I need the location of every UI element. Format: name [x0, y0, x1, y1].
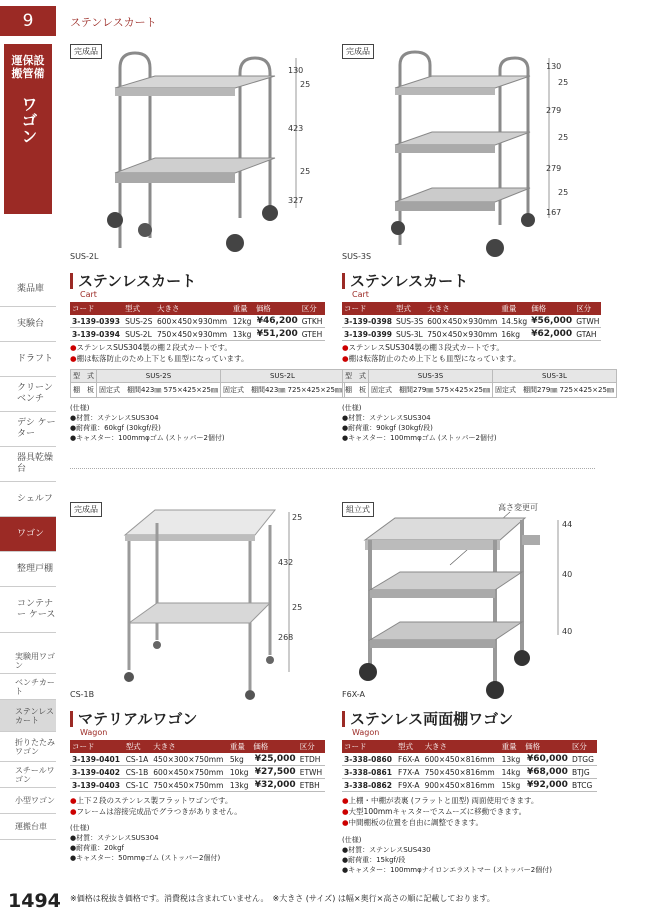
product-title: ステンレスカート: [342, 273, 468, 289]
tab-wagon[interactable]: ワゴン: [0, 517, 56, 552]
subtab-stainless-cart[interactable]: ステンレス カート: [0, 700, 56, 732]
sub-tabs: [0, 648, 56, 840]
chapter-category: 運保設 搬管備: [11, 54, 45, 80]
table-row: 3-139-0402 CS-1B 600×450×750mm 10kg ¥27,500 ETWH: [70, 766, 325, 779]
subtab-steel-wagon[interactable]: スチールワゴン: [0, 762, 56, 788]
completed-badge: 完成品: [70, 44, 102, 59]
dim-label: 268: [278, 633, 294, 642]
tab-clean-bench[interactable]: クリーン ベンチ: [0, 377, 56, 412]
price-table: コード 型式 大きさ 重量 価格 区分 3-139-0398 SUS-3S 600×450×930mm 14.5kg ¥56,000 GTWH 3-139-0399 SUS-3L 750×450×930mm 16kg ¥62,000 GTAH: [344, 304, 600, 339]
product-notes: ●上棚・中棚が表裏 (フラットと皿型) 両面使用できます。 ●大型100mmキャスターでスムーズに移動できます。 ●中間棚板の位置を自由に調整できます。: [342, 796, 539, 827]
cart2-photo: [95, 48, 285, 258]
tab-draft[interactable]: ドラフト: [0, 342, 56, 377]
chapter-sidebar: [0, 0, 61, 919]
product-notes: ●ステンレスSUS304製の棚３段式カートです。 ●棚は転落防止のため上下とも皿型になっています。: [342, 343, 521, 363]
model-label: CS-1B: [70, 690, 95, 699]
dim-line: [283, 512, 299, 672]
model-label: SUS-3S: [342, 252, 372, 261]
subtab-small-wagon[interactable]: 小型ワゴン: [0, 788, 56, 814]
material-wagon-photo: [115, 505, 280, 700]
tab-reagent-storage[interactable]: 薬品庫: [0, 272, 56, 307]
table-row: 3-139-0394 SUS-2L 750×450×930mm 13kg ¥51,200 GTEH: [70, 328, 325, 341]
dim-label: 25: [292, 603, 303, 612]
dim-label: 40: [562, 570, 573, 579]
tab-lab-bench[interactable]: 実験台: [0, 307, 56, 342]
dim-label: 25: [558, 188, 569, 197]
model-label: F6X-A: [342, 690, 365, 699]
tab-container[interactable]: コンテナー ケース: [0, 587, 56, 633]
header-title: ステンレスカート: [70, 16, 157, 29]
product-notes: ●ステンレスSUS304製の棚２段式カートです。 ●棚は転落防止のため上下とも皿型になっています。: [70, 343, 249, 363]
product-title: マテリアルワゴン: [70, 711, 197, 727]
spec-list: (仕様) ●材質：ステンレスSUS304 ●耐荷重：20kgf ●キャスター：50mmφゴム (ストッパー2個付): [70, 824, 221, 862]
product-subtitle: Wagon: [352, 728, 380, 737]
category-tabs: [0, 272, 56, 633]
tab-desiccator[interactable]: デシ ケーター: [0, 412, 56, 447]
spec-table: 型 式 SUS-3S SUS-3L 棚 板 固定式 棚間279㎜ 575×425×25㎜ 固定式 棚間279㎜ 725×425×25㎜: [342, 369, 617, 398]
dim-label: 130: [288, 66, 304, 75]
dim-label: 25: [292, 513, 303, 522]
dim-label: 432: [278, 558, 294, 567]
dim-label: 423: [288, 124, 304, 133]
product-subtitle: Wagon: [80, 728, 108, 737]
tab-cabinet[interactable]: 整理戸棚: [0, 552, 56, 587]
table-row: 3-139-0399 SUS-3L 750×450×930mm 16kg ¥62,000 GTAH: [342, 328, 601, 341]
dim-label: 327: [288, 196, 304, 205]
chapter-section: ワゴン: [19, 96, 38, 144]
dim-line: [543, 58, 562, 218]
price-table: コード 型式 大きさ 重量 価格 区分 3-139-0401 CS-1A 450×300×750mm 5kg ¥25,000 ETDH 3-139-0402 CS-1B 600×450×750mm 10kg ¥27,500 ETWH 3-139-0403 CS-1C 750×450×750mm 13kg ¥32,000 ETBH: [70, 740, 325, 792]
spec-table: 型 式 SUS-2S SUS-2L 棚 板 固定式 棚間423㎜ 575×425×25㎜ 固定式 棚間423㎜ 725×425×25㎜: [70, 369, 345, 398]
footnote: ※価格は税抜き価格です。消費税は含まれていません。 ※大きさ (サイズ) は幅×奥行×高さの順に記載しております。: [70, 894, 495, 903]
chapter-box: [4, 44, 52, 214]
table-row: 3-338-0861 F7X-A 750×450×816mm 14kg ¥68,000 BTJG: [342, 766, 597, 779]
dim-label: 25: [558, 133, 569, 142]
dim-label: 25: [300, 80, 311, 89]
product-subtitle: Cart: [352, 290, 369, 299]
table-row: 3-338-0862 F9X-A 900×450×816mm 15kg ¥92,000 BTCG: [342, 779, 597, 792]
subtab-transport-cart[interactable]: 運搬台車: [0, 814, 56, 840]
dim-label: 167: [546, 208, 562, 217]
table-row: 3-139-0401 CS-1A 450×300×750mm 5kg ¥25,000 ETDH: [70, 753, 325, 766]
product-title: ステンレスカート: [70, 273, 196, 289]
dim-label: 44: [562, 520, 573, 529]
dim-label: 40: [562, 627, 573, 636]
spec-list: (仕様) ●材質：ステンレスSUS430 ●耐荷重：15kgf/段 ●キャスター：100mmφナイロンエラストマー (ストッパー2個付): [342, 836, 552, 874]
page-number: 1494: [8, 890, 61, 912]
model-label: SUS-2L: [70, 252, 99, 261]
table-row: 3-139-0403 CS-1C 750×450×750mm 13kg ¥32,000 ETBH: [70, 779, 325, 792]
table-row: 3-338-0860 F6X-A 600×450×816mm 13kg ¥60,000 DTGG: [342, 753, 597, 766]
dim-label: 279: [546, 106, 562, 115]
subtab-lab-wagon[interactable]: 実験用ワゴン: [0, 648, 56, 674]
price-table: コード 型式 大きさ 重量 価格 区分 3-139-0393 SUS-2S 600×450×930mm 12kg ¥46,200 GTKH 3-139-0394 SUS-2L 750×450×930mm 13kg ¥51,200 GTEH: [70, 302, 325, 341]
double-wagon-photo: [350, 510, 545, 700]
spec-list: (仕様) ●材質：ステンレスSUS304 ●耐荷重：60kgf (30kgf/段) ●キャスター：100mmφゴム (ストッパー2個付): [70, 404, 225, 442]
product-title: ステンレス両面棚ワゴン: [342, 711, 513, 727]
price-table: コード 型式 大きさ 重量 価格 区分 3-338-0860 F6X-A 600×450×816mm 13kg ¥60,000 DTGG 3-338-0861 F7X-A 750×450×816mm 14kg ¥68,000 BTJG 3-338-0862 F9X-A 900×450×816mm 15kg ¥92,000 BTCG: [342, 740, 597, 792]
table-row: 3-139-0393 SUS-2S 600×450×930mm 12kg ¥46,200 GTKH: [70, 315, 325, 328]
dim-label: 25: [558, 78, 569, 87]
table-row: 3-139-0398 SUS-3S 600×450×930mm 14.5kg ¥56,000 GTWH: [344, 316, 600, 326]
dim-label: 25: [300, 167, 311, 176]
product-subtitle: Cart: [80, 290, 97, 299]
section-divider: [70, 468, 595, 469]
dim-label: 279: [546, 164, 562, 173]
assembly-badge: 組立式: [342, 502, 374, 517]
product-notes: ●上下２段のステンレス製フラットワゴンです。 ●フレームは溶接完成品でグラつきがありません。: [70, 796, 242, 816]
subtab-folding-wagon[interactable]: 折りたたみ ワゴン: [0, 732, 56, 762]
dim-label: 130: [546, 62, 562, 71]
chapter-number: 9: [0, 6, 56, 36]
tab-dryer[interactable]: 器具乾燥台: [0, 447, 56, 482]
subtab-bench-cart[interactable]: ベンチカート: [0, 674, 56, 700]
cart3-photo: [370, 50, 540, 260]
height-adjustable-callout: 高さ変更可: [498, 503, 538, 512]
completed-badge: 完成品: [70, 502, 102, 517]
spec-list: (仕様) ●材質：ステンレスSUS304 ●耐荷重：90kgf (30kgf/段) ●キャスター：100mmφゴム (ストッパー2個付): [342, 404, 497, 442]
tab-shelf[interactable]: シェルフ: [0, 482, 56, 517]
completed-badge: 完成品: [342, 44, 374, 59]
